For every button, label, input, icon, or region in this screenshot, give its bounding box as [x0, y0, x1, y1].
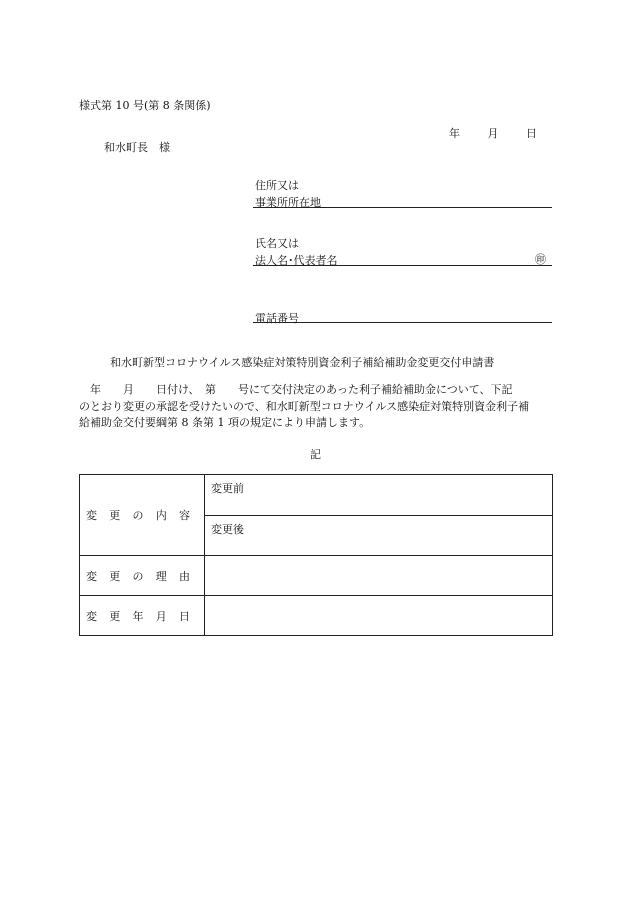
date-label-char: 年 — [132, 609, 144, 623]
reason-label-char: の — [132, 569, 144, 583]
address-label-2: 事業所所在地 — [255, 196, 321, 209]
date-label-char: 日 — [179, 609, 190, 623]
phone-label: 電話番号 — [255, 312, 299, 325]
content-label-char: 容 — [179, 509, 190, 522]
date-month: 月 — [487, 127, 499, 140]
date-label-char: 更 — [109, 609, 121, 623]
content-label — [80, 475, 205, 556]
change-table — [79, 474, 553, 636]
date-label-char: 月 — [155, 609, 167, 623]
reason-cell[interactable] — [205, 556, 553, 596]
date-label-char: 変 — [86, 609, 97, 623]
after-cell[interactable] — [205, 516, 553, 556]
before-cell[interactable] — [205, 475, 553, 516]
name-label-2: 法人名･代表者名 — [255, 254, 338, 267]
form-number: 様式第 10 号(第 8 条関係) — [79, 99, 211, 112]
address-label-1: 住所又は — [255, 179, 299, 192]
body-line-3: 給補助金交付要綱第 8 条第 1 項の規定により申請します。 — [79, 416, 371, 429]
body-line-2: のとおり変更の承認を受けたいので、和水町新型コロナウイルス感染症対策特別資金利子補 — [79, 400, 530, 413]
date-day: 日 — [526, 127, 537, 140]
content-label-char: 更 — [109, 509, 121, 522]
addressee: 和水町長 様 — [104, 141, 170, 154]
phone-field[interactable] — [253, 322, 552, 323]
body-line-1: 年 月 日付け、 第 号にて交付決定のあった利子補給補助金について、下記 — [79, 383, 513, 396]
reason-label-char: 更 — [109, 569, 121, 583]
document-title: 和水町新型コロナウイルス感染症対策特別資金利子補給補助金変更交付申請書 — [110, 356, 495, 369]
date-year: 年 — [449, 127, 460, 140]
after-label: 変更後 — [211, 523, 244, 536]
date-cell[interactable] — [205, 596, 553, 636]
ki-heading: 記 — [310, 448, 321, 461]
address-field[interactable] — [253, 207, 552, 208]
reason-label-char: 由 — [179, 569, 190, 583]
before-label: 変更前 — [211, 482, 244, 495]
reason-label-char: 変 — [86, 569, 97, 583]
content-label-char: 変 — [86, 509, 97, 522]
date-line — [449, 125, 537, 141]
seal-mark: ㊞ — [535, 253, 546, 266]
reason-label-char: 理 — [155, 569, 167, 583]
reason-label — [80, 556, 205, 596]
content-label-char: 内 — [155, 509, 167, 522]
content-label-char: の — [132, 509, 144, 522]
name-label-1: 氏名又は — [255, 237, 299, 250]
date-label — [80, 596, 205, 636]
name-field[interactable] — [253, 265, 552, 266]
